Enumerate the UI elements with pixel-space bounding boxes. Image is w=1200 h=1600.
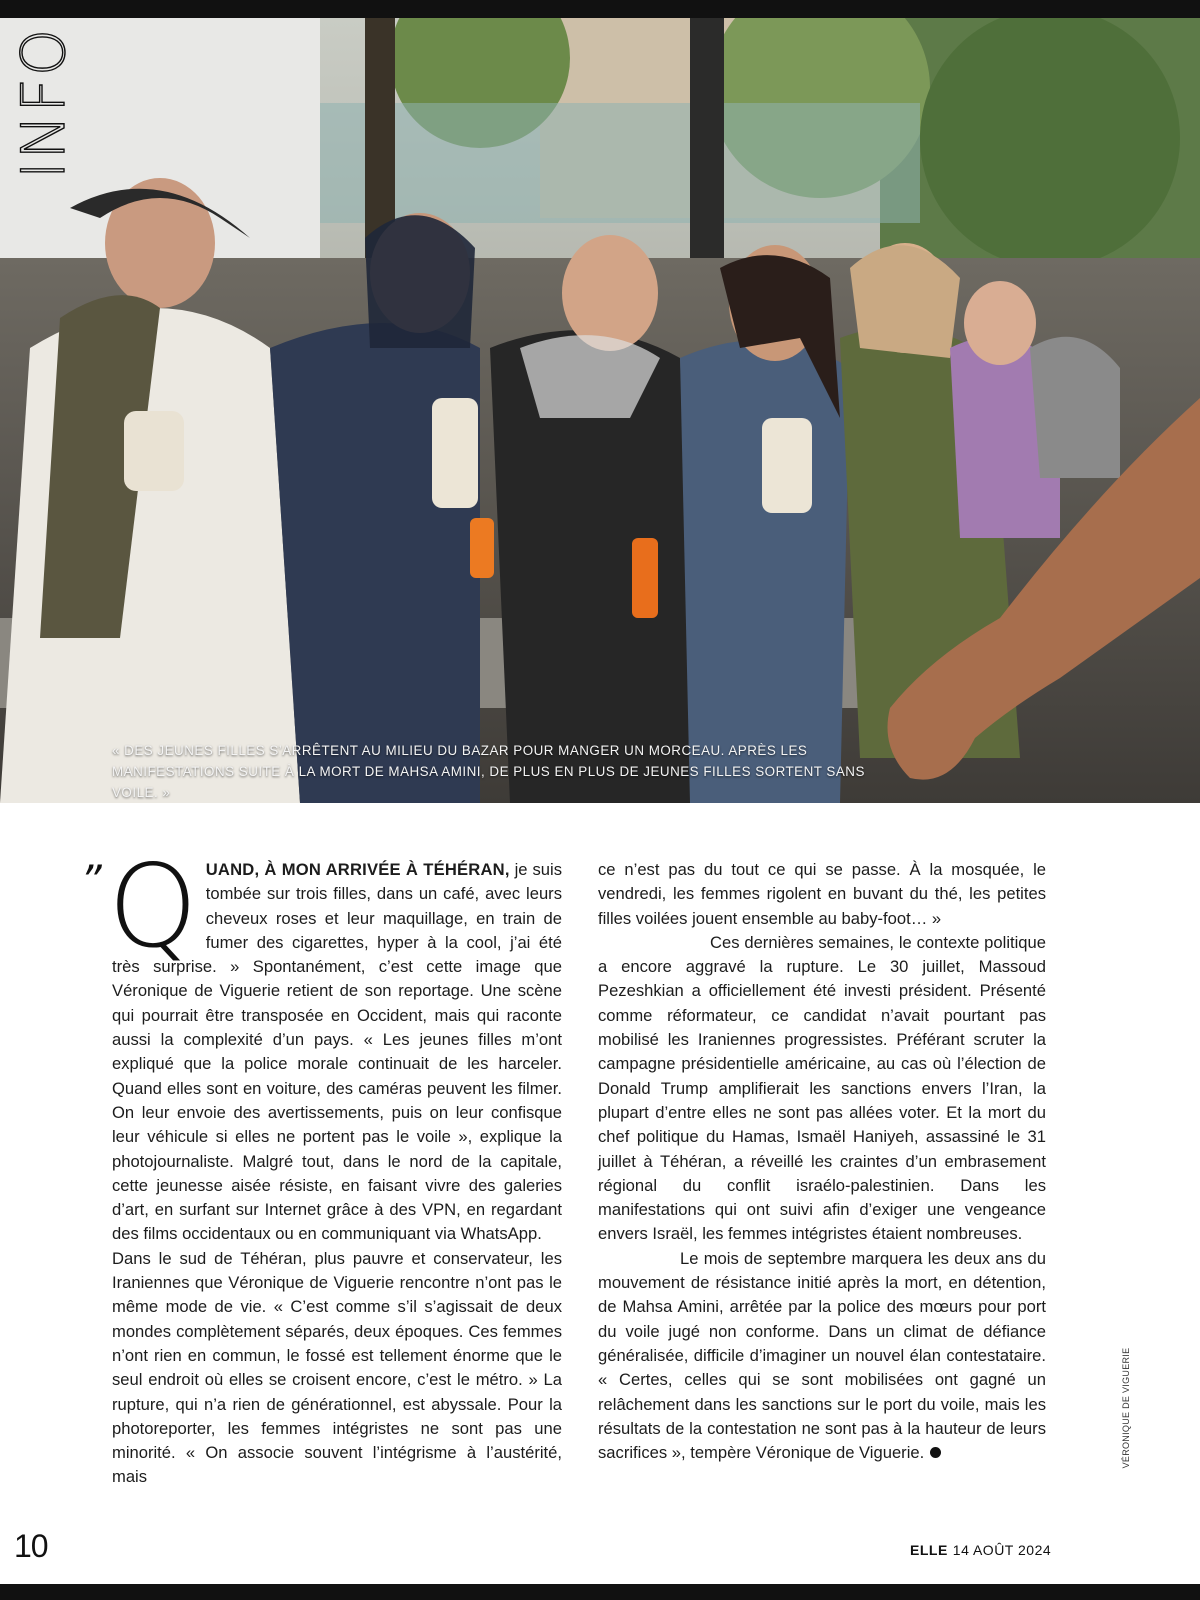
opening-quote-mark: ” — [80, 856, 100, 905]
article-paragraph — [598, 1247, 1046, 1466]
page-number: 10 — [14, 1528, 48, 1564]
article-paragraph: Ces dernières semaines, le contexte politique a encore aggravé la rupture. Le 30 juillet, Massoud Pezeshkian a officiellement été investi président. Présenté comme réformateur, ce candidat n’avait pourtant pas mobilisé les Iraniennes progressistes. Préférant scruter la campagne présidentielle américaine, au cas où l’élection de Donald Trump amplifierait les sanctions envers l’Iran, la plupart d’entre elles ne sont pas allées voter. Et la mort du chef politique du Hamas, Ismaël Haniyeh, assassiné le 31 juillet à Téhéran, a réveillé les craintes d’un embrasement régional du conflit israélo-palestinien. Dans les manifestations qui ont suivi afin d’exiger une vengeance envers Israël, les femmes intégristes étaient nombreuses. — [598, 932, 1046, 1244]
paragraph-text: Le mois de septembre marquera les deux ans du mouvement de résistance initié après la mort, en détention, de Mahsa Amini, arrêtée par la police des mœurs pour port du voile jugé non conforme. Dans un climat de défiance généralisée, difficile d’imaginer un nouvel élan contestataire. « Certes, celles qui se sont mobilisées ont gagné un relâchement dans les sanctions sur le port du voile, mais les résultats de la contestation ne sont pas à la hauteur de leurs sacrifices », tempère Véronique de Viguerie. — [598, 1248, 1046, 1463]
paragraph-text: je suis tombée sur trois filles, dans un café, avec leurs cheveux roses et leur maquillage, en train de fumer des cigarettes, hyper à la cool, j’ai été très surprise. » Spontanément, c’est cette image que Véronique de Viguerie retient de son reportage. Une scène qui pourrait être transposée en Occident, mais qui raconte aussi la complexité d’un pays. « Les jeunes filles m’ont expliqué que la police morale continuait de les harceler. Quand elles sont en voiture, des caméras peuvent les filmer. On leur envoie des avertissements, puis on leur confisque leur véhicule si elles ne portent pas le voile », explique la photojournaliste. Malgré tout, dans le nord de la capitale, cette jeunesse aisée résiste, en faisant vivre des galeries d’art, en surfant sur Internet grâce à des VPN, en regardant des films occidentaux ou en communiquant via WhatsApp. — [112, 860, 562, 1244]
article-paragraph: ce n’est pas du tout ce qui se passe. À la mosquée, le vendredi, les femmes rigolent en buvant du thé, les petites filles voilées jouent ensemble au baby-foot… » — [598, 860, 1046, 928]
magazine-page — [0, 18, 1200, 1584]
article-paragraph — [108, 840, 562, 1247]
photo-credit: VÉRONIQUE DE VIGUERIE — [1121, 1347, 1131, 1469]
photo-illustration — [0, 18, 1200, 803]
magazine-name: ELLE — [910, 1542, 948, 1558]
article-column-left — [108, 840, 562, 1490]
article-paragraph: Dans le sud de Téhéran, plus pauvre et conservateur, les Iraniennes que Véronique de Viguerie rencontre n’ont pas le même mode de vie. « C’est comme s’il s’agissait de deux mondes complètement séparés, deux époques. Ces femmes n’ont rien en commun, le fossé est tellement énorme que le seul endroit où elles se croisent encore, c’est le métro. » La rupture, qui n’a rien de générationnel, est abyssale. Pour la photoreporter, les femmes intégristes ne sont pas une minorité. « On associe souvent l’intégrisme à l’austérité, mais — [112, 1248, 562, 1487]
article-column-right — [598, 858, 1046, 1465]
section-label — [9, 26, 79, 180]
photo-caption: « DES JEUNES FILLES S’ARRÊTENT AU MILIEU DU BAZAR POUR MANGER UN MORCEAU. APRÈS LES MANIFESTATIONS SUITE À LA MORT DE MAHSA AMINI, DE PLUS EN PLUS DE JEUNES FILLES SORTENT SANS VOILE. » — [112, 743, 865, 800]
drop-cap: Q — [108, 840, 198, 973]
section-label-text: INFO — [9, 26, 79, 180]
end-mark-icon — [930, 1447, 941, 1458]
page-footer — [910, 1542, 1051, 1558]
lead-in: UAND, À MON ARRIVÉE À TÉHÉRAN, — [205, 860, 510, 879]
street-photo — [0, 18, 1200, 803]
issue-date: 14 AOÛT 2024 — [952, 1542, 1052, 1558]
